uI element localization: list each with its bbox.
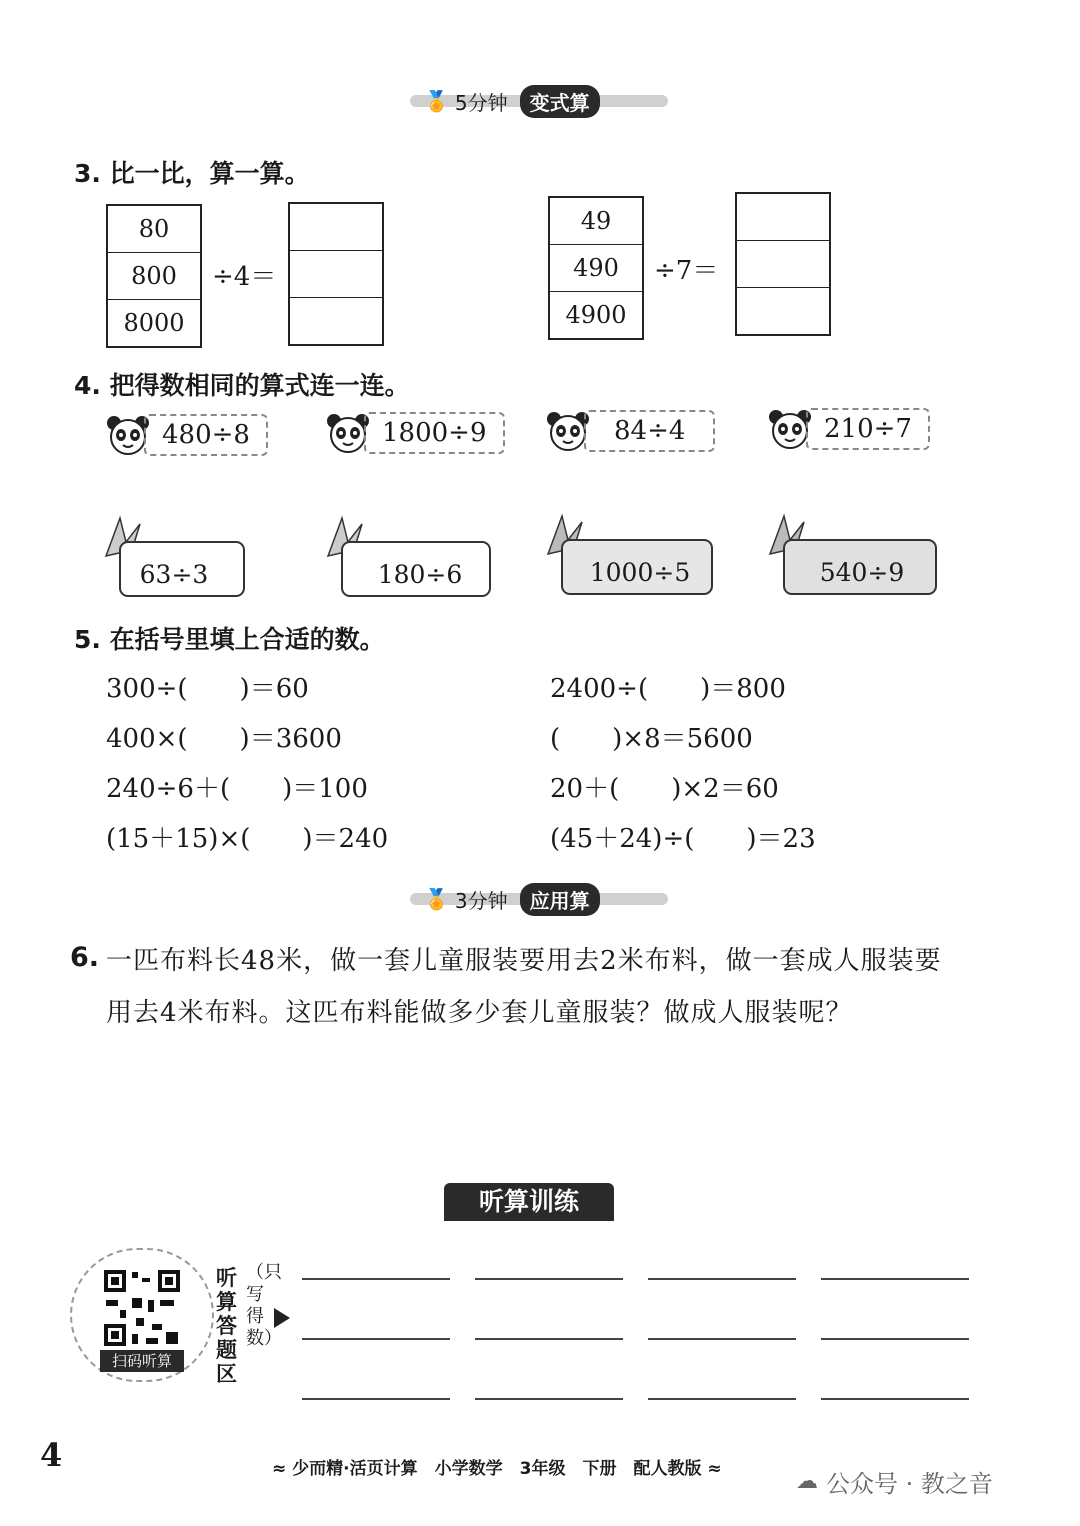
- value-cell: 49: [550, 198, 642, 245]
- expression: 63÷3: [139, 560, 209, 589]
- answer-zone-label: 听算答题区: [216, 1266, 237, 1386]
- expression: 210÷7: [806, 408, 930, 450]
- q3-right-operator: ÷7＝: [654, 256, 719, 286]
- expression: 1800÷9: [364, 412, 505, 454]
- question-6-text-line2: 用去4米布料。这匹布料能做多少套儿童服装？做成人服装呢？: [106, 998, 853, 1028]
- q3-right-values: [548, 196, 644, 340]
- answer-line[interactable]: [821, 1338, 969, 1340]
- answer-line[interactable]: [475, 1338, 623, 1340]
- expression: 180÷6: [377, 560, 463, 589]
- question-3-title: 3. 比一比，算一算。: [74, 159, 310, 188]
- answer-line[interactable]: [302, 1398, 450, 1400]
- section-label: 应用算: [520, 883, 600, 916]
- value-cell: 8000: [123, 309, 185, 337]
- value-cell: 490: [550, 245, 642, 292]
- q3-left-operator: ÷4＝: [212, 262, 277, 292]
- answer-cell[interactable]: [737, 288, 829, 334]
- question-6-number: 6.: [70, 942, 100, 973]
- fill-blank-equation[interactable]: (15＋15)×( )＝240: [106, 824, 389, 854]
- section-banner-3min: 🏅 3分钟 应用算: [410, 884, 668, 914]
- wave-icon: ≈: [272, 1459, 293, 1479]
- fill-blank-equation[interactable]: 300÷( )＝60: [106, 674, 309, 704]
- scan-label: 扫码听算: [100, 1350, 184, 1372]
- answer-cell[interactable]: [737, 241, 829, 288]
- value-cell: 80: [108, 206, 200, 253]
- answer-line[interactable]: [648, 1278, 796, 1280]
- panda-card[interactable]: [768, 408, 930, 450]
- expression: 84÷4: [584, 410, 715, 452]
- question-4-title: 4. 把得数相同的算式连一连。: [74, 371, 410, 400]
- medal-icon: 🏅: [424, 89, 449, 113]
- answer-cell[interactable]: [290, 204, 382, 251]
- answer-cell[interactable]: [290, 251, 382, 298]
- q3-left-values: [106, 204, 202, 348]
- answer-cell[interactable]: [290, 298, 382, 344]
- qr-code-badge[interactable]: [70, 1248, 214, 1382]
- panda-card[interactable]: [106, 414, 268, 456]
- page-number: 4: [40, 1436, 63, 1474]
- listening-title: 听算训练: [444, 1183, 614, 1221]
- answer-line[interactable]: [821, 1278, 969, 1280]
- medal-icon: 🏅: [424, 887, 449, 911]
- answer-cell[interactable]: [737, 194, 829, 241]
- value-cell: 800: [108, 253, 200, 300]
- answer-line[interactable]: [475, 1398, 623, 1400]
- qr-code-icon: [102, 1268, 182, 1348]
- answer-zone-note: （只写得数）: [246, 1262, 282, 1349]
- panda-card[interactable]: [546, 410, 715, 452]
- answer-line[interactable]: [475, 1278, 623, 1280]
- arrow-right-icon: [274, 1308, 290, 1328]
- q3-left-answer-box[interactable]: [288, 202, 384, 346]
- answer-area[interactable]: [106, 1040, 986, 1170]
- bamboo-scroll-card[interactable]: [764, 508, 912, 587]
- watermark: ☁ 公众号 · 教之音: [796, 1469, 993, 1498]
- panda-card[interactable]: [326, 412, 505, 454]
- wechat-icon: ☁: [796, 1469, 818, 1494]
- bamboo-scroll-card[interactable]: [542, 508, 691, 587]
- fill-blank-equation[interactable]: (45＋24)÷( )＝23: [550, 824, 816, 854]
- q3-right-answer-box[interactable]: [735, 192, 831, 336]
- fill-blank-equation[interactable]: ( )×8＝5600: [550, 724, 753, 754]
- expression: 480÷8: [144, 414, 268, 456]
- fill-blank-equation[interactable]: 400×( )＝3600: [106, 724, 342, 754]
- answer-line[interactable]: [302, 1278, 450, 1280]
- section-label: 变式算: [520, 85, 600, 118]
- answer-line[interactable]: [821, 1398, 969, 1400]
- wave-icon: ≈: [701, 1459, 722, 1479]
- expression: 1000÷5: [589, 558, 691, 587]
- bamboo-scroll-card[interactable]: [322, 510, 470, 589]
- value-cell: 4900: [565, 301, 627, 329]
- question-5-title: 5. 在括号里填上合适的数。: [74, 625, 385, 654]
- expression: 540÷9: [819, 558, 905, 587]
- answer-line[interactable]: [648, 1338, 796, 1340]
- footer-text: ≈ 少而精·活页计算 小学数学 3年级 下册 配人教版 ≈: [272, 1459, 722, 1479]
- fill-blank-equation[interactable]: 2400÷( )＝800: [550, 674, 786, 704]
- question-6-text-line1: 一匹布料长48米，做一套儿童服装要用去2米布料，做一套成人服装要: [106, 946, 942, 976]
- fill-blank-equation[interactable]: 240÷6＋( )＝100: [106, 774, 368, 804]
- section-banner-5min: 🏅 5分钟 变式算: [410, 86, 668, 116]
- fill-blank-equation[interactable]: 20＋( )×2＝60: [550, 774, 779, 804]
- bamboo-scroll-card[interactable]: [100, 510, 248, 589]
- answer-line[interactable]: [302, 1338, 450, 1340]
- answer-line[interactable]: [648, 1398, 796, 1400]
